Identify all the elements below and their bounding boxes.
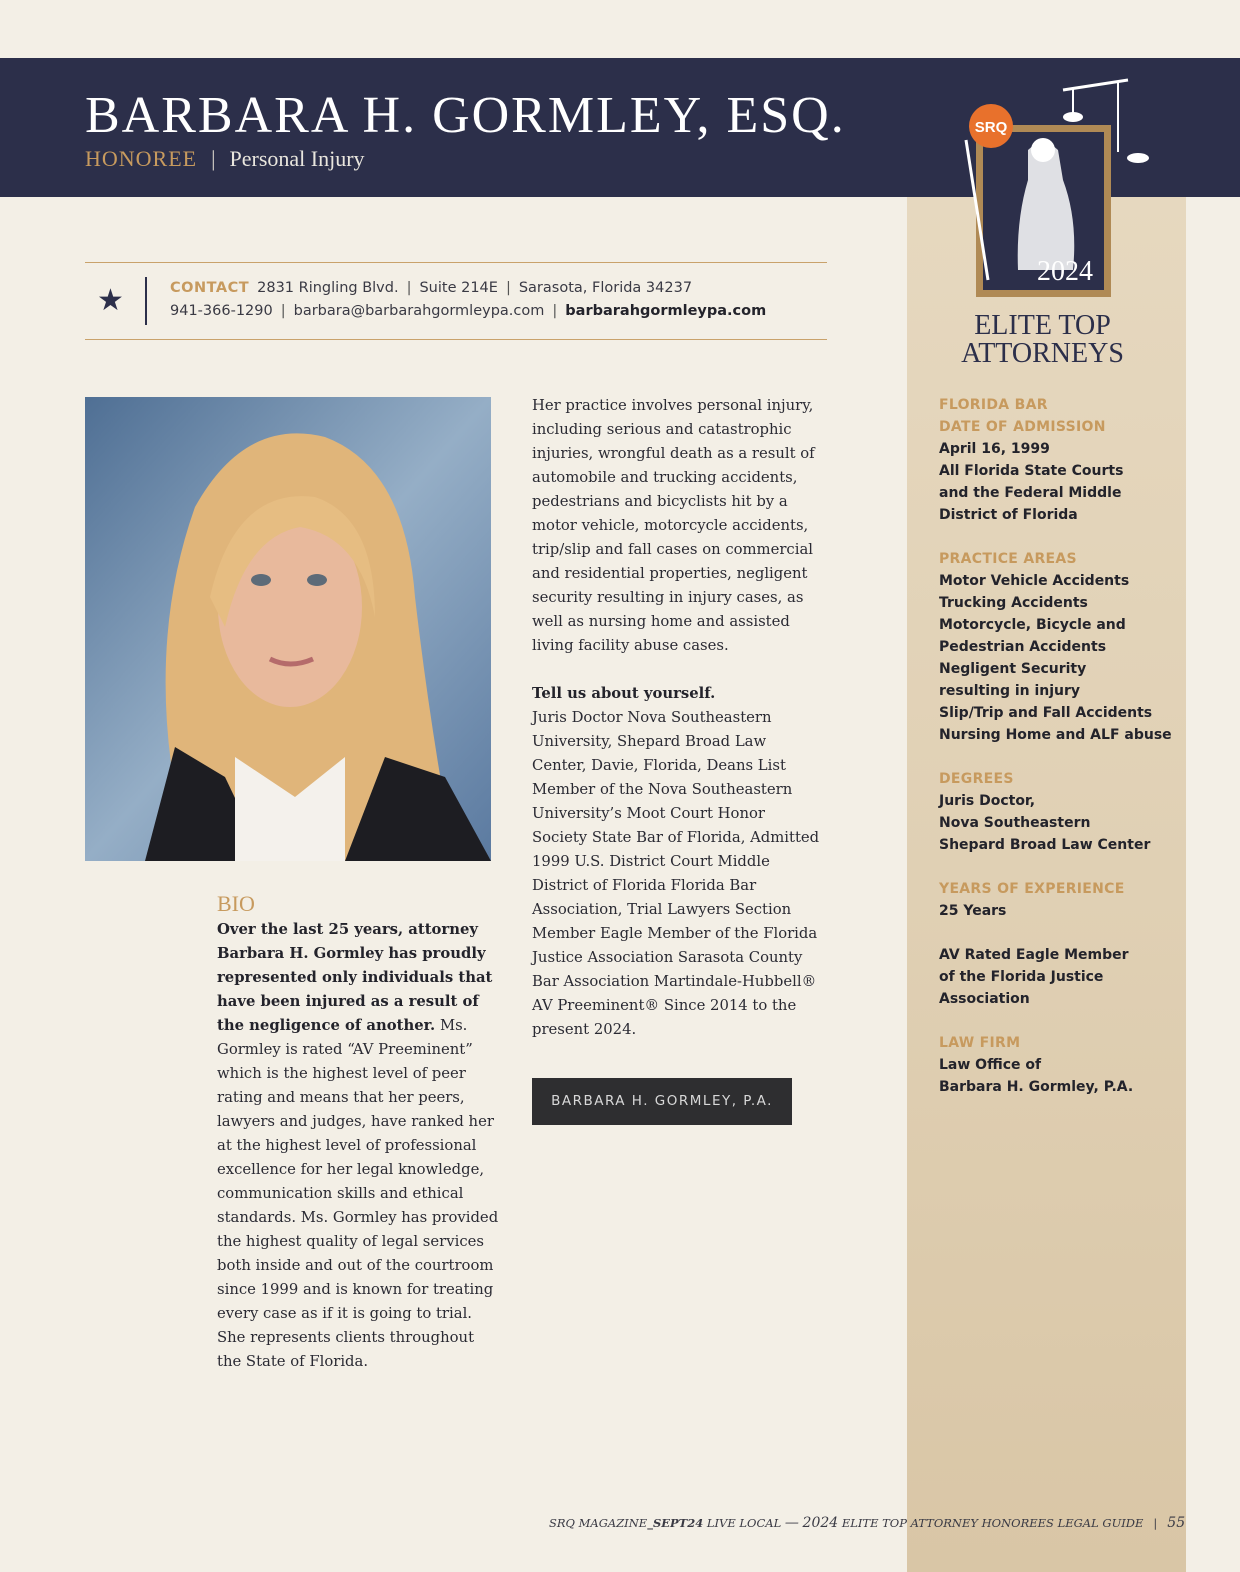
- divider: [145, 277, 147, 325]
- page-footer: [549, 1515, 1186, 1531]
- star-icon: ★: [97, 283, 124, 318]
- subtitle: [85, 146, 365, 172]
- contact-bar: [85, 262, 827, 340]
- admission-group: [939, 394, 1179, 526]
- scale-pan-icon: [1127, 153, 1149, 163]
- honoree-label: HONOREE: [85, 146, 198, 171]
- practice-paragraph: Her practice involves personal injury, including serious and catastrophic injuries, wrongful death as a result of automobile and trucking accidents, pedestrians and bicyclists hit by a motor vehicle, motorcycle accidents, trip/slip and fall cases on commercial and residential properties, negligent security resulting in injury cases, as well as nursing home and assisted living facility abuse cases.: [532, 397, 815, 654]
- practice-area-item: Pedestrian Accidents: [939, 639, 1107, 655]
- practice-area-item: resulting in injury: [939, 683, 1081, 699]
- elite-top-attorneys-title: [935, 312, 1150, 368]
- admission-court: and the Federal Middle: [939, 485, 1122, 501]
- pipe-separator: |: [505, 280, 511, 296]
- footer-year: 2024: [802, 1515, 839, 1531]
- middle-column: [532, 394, 822, 1042]
- admission-heading-2: DATE OF ADMISSION: [939, 419, 1106, 435]
- admission-court: District of Florida: [939, 507, 1078, 523]
- footer-section: LIVE LOCAL: [706, 1516, 782, 1530]
- contact-email[interactable]: barbara@barbarahgormleypa.com: [293, 303, 545, 319]
- contact-details-line: [170, 303, 766, 319]
- practice-area-item: Motor Vehicle Accidents: [939, 573, 1130, 589]
- rating-line: AV Rated Eagle Member: [939, 947, 1129, 963]
- degree-item: Juris Doctor,: [939, 793, 1036, 809]
- contact-city: Sarasota, Florida 34237: [518, 280, 693, 296]
- pipe-separator: |: [552, 303, 558, 319]
- law-firm-line: Law Office of: [939, 1057, 1042, 1073]
- elite-title-line2: ATTORNEYS: [961, 338, 1124, 369]
- footer-issue: _SEPT24: [647, 1516, 704, 1530]
- experience-value: 25 Years: [939, 903, 1007, 919]
- srq-logo-text: SRQ: [974, 119, 1008, 136]
- attorney-photo: [85, 397, 491, 861]
- rating-line: Association: [939, 991, 1030, 1007]
- contact-address: 2831 Ringling Blvd.: [257, 280, 399, 296]
- footer-bar: |: [1153, 1516, 1158, 1530]
- degrees-heading: DEGREES: [939, 771, 1014, 787]
- contact-suite: Suite 214E: [419, 280, 498, 296]
- admission-heading-1: FLORIDA BAR: [939, 397, 1048, 413]
- footer-magazine: SRQ MAGAZINE: [549, 1516, 648, 1530]
- firm-logo-button[interactable]: BARBARA H. GORMLEY, P.A.: [532, 1078, 792, 1125]
- page-title: BARBARA H. GORMLEY, ESQ.: [85, 87, 846, 144]
- practice-area-item: Motorcycle, Bicycle and: [939, 617, 1126, 633]
- facts-sidebar: [939, 394, 1179, 1120]
- contact-label: CONTACT: [170, 280, 250, 296]
- law-firm-line: Barbara H. Gormley, P.A.: [939, 1079, 1134, 1095]
- elite-top-attorneys-badge: [958, 70, 1158, 310]
- footer-dash: —: [784, 1515, 799, 1531]
- contact-website-link[interactable]: barbarahgormleypa.com: [565, 303, 767, 319]
- law-firm-group: [939, 1032, 1179, 1098]
- rating-group: [939, 944, 1179, 1010]
- practice-area-item: Trucking Accidents: [939, 595, 1088, 611]
- page-number: 55: [1167, 1515, 1186, 1531]
- bio-lead: Over the last 25 years, attorney Barbara H. Gormley has proudly represented only individuals that have been injured as a result of the negligence of another.: [217, 921, 493, 1034]
- pipe-separator: |: [406, 280, 412, 296]
- contact-phone[interactable]: 941-366-1290: [170, 303, 273, 319]
- experience-group: [939, 878, 1179, 922]
- elite-title-line1: ELITE TOP: [974, 310, 1111, 341]
- degrees-group: [939, 768, 1179, 856]
- practice-areas-group: [939, 548, 1179, 746]
- bio-body: Ms. Gormley is rated “AV Preeminent” which is the highest level of peer rating and means that her peers, lawyers and judges, have ranked her at the highest level of professional excellence for her legal knowledge, communication skills and ethical standards. Ms. Gormley has provided the highest quality of legal services both inside and out of the courtroom since 1999 and is known for treating every case as if it is going to trial. She represents clients throughout the State of Florida.: [217, 1017, 499, 1370]
- category-label: Personal Injury: [229, 146, 365, 171]
- subtitle-separator: |: [211, 146, 216, 171]
- about-question: Tell us about yourself.: [532, 685, 716, 702]
- contact-address-line: [170, 280, 692, 296]
- admission-date: April 16, 1999: [939, 441, 1050, 457]
- pipe-separator: |: [280, 303, 286, 319]
- degree-item: Nova Southeastern: [939, 815, 1091, 831]
- rating-line: of the Florida Justice: [939, 969, 1104, 985]
- footer-guide: ELITE TOP ATTORNEY HONOREES LEGAL GUIDE: [841, 1516, 1144, 1530]
- degree-item: Shepard Broad Law Center: [939, 837, 1151, 853]
- law-firm-heading: LAW FIRM: [939, 1035, 1021, 1051]
- bio-section: [217, 890, 502, 1374]
- about-answer: Juris Doctor Nova Southeastern University, Shepard Broad Law Center, Davie, Florida, Deans List Member of the Nova Southeastern University’s Moot Court Honor Society State Bar of Florida, Admitted 1999 U.S. District Court Middle District of Florida Florida Bar Association, Trial Lawyers Section Member Eagle Member of the Florida Justice Association Sarasota County Bar Association Martindale-Hubbell® AV Preeminent® Since 2014 to the present 2024.: [532, 709, 820, 1038]
- practice-area-item: Slip/Trip and Fall Accidents: [939, 705, 1153, 721]
- admission-court: All Florida State Courts: [939, 463, 1124, 479]
- practice-areas-heading: PRACTICE AREAS: [939, 551, 1077, 567]
- badge-year: 2024: [1037, 256, 1093, 287]
- experience-heading: YEARS OF EXPERIENCE: [939, 881, 1125, 897]
- bio-heading: BIO: [217, 891, 255, 916]
- practice-area-item: Nursing Home and ALF abuse: [939, 727, 1172, 743]
- practice-area-item: Negligent Security: [939, 661, 1087, 677]
